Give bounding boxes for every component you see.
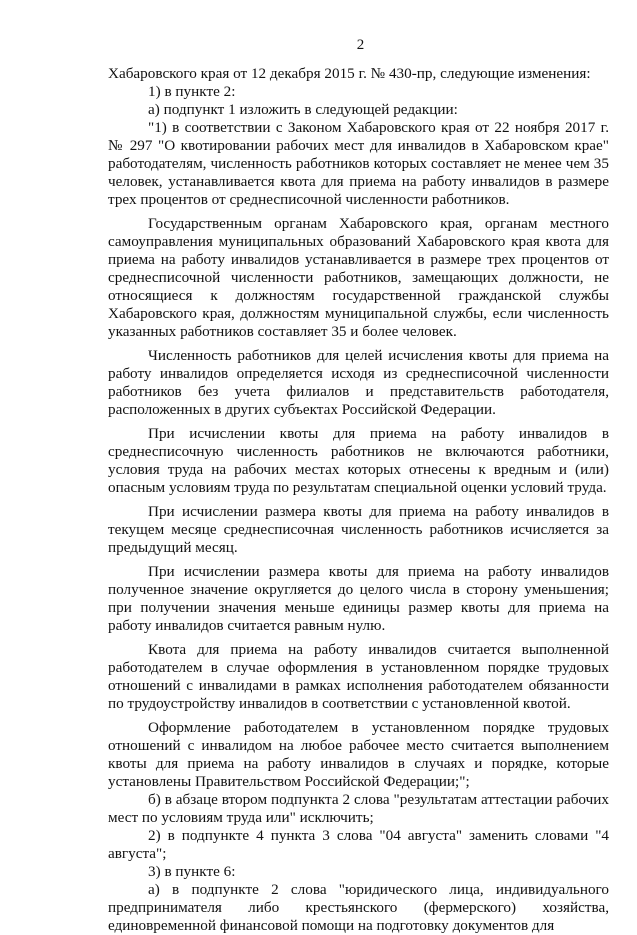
- paragraph-quota-law: "1) в соответствии с Законом Хабаровского края от 22 ноября 2017 г. № 297 "О квотировании рабочих мест для инвалидов в Хабаровском крае" работодателям, численность работников которых составляет не менее чем 35 человек, устанавливается квота для приема на работу инвалидов в размере трех процентов от среднесписочной численности работников.: [108, 119, 609, 208]
- paragraph-current-month: При исчислении размера квоты для приема на работу инвалидов в текущем месяце среднесписочная численность работников исчисляется за предыдущий месяц.: [108, 503, 609, 556]
- paragraph-item-2: 2) в подпункте 4 пункта 3 слова "04 августа" заменить словами "4 августа";: [108, 827, 609, 862]
- page-number: 2: [356, 37, 365, 53]
- paragraph-quota-fulfilled: Квота для приема на работу инвалидов считается выполненной работодателем в случае оформления в установленном порядке трудовых отношений с инвалидами в рамках исполнения работодателем обязанности по трудоустройству инвалидов в соответствии с установленной квотой.: [108, 641, 609, 712]
- paragraph-item-1: 1) в пункте 2:: [148, 83, 236, 100]
- paragraph-state-bodies: Государственным органам Хабаровского края, органам местного самоуправления муниципальных образований Хабаровского края квота для приема на работу инвалидов устанавливается в размере трех процентов от среднесписочной численности работников, замещающих должности, не относящиеся к должностям государственной гражданской службы Хабаровского края, должностям муниципальной службы, если численность указанных работников составляет 35 и более человек.: [108, 215, 609, 340]
- paragraph-employment-registration: Оформление работодателем в установленном порядке трудовых отношений с инвалидом на любое рабочее место считается выполнением квоты для приема на работу инвалидов в случаях и порядке, которые установлены Правительством Российской Федерации;";: [108, 719, 609, 790]
- paragraph-rounding: При исчислении размера квоты для приема на работу инвалидов полученное значение округляется до целого числа в сторону уменьшения; при получении значения меньше единицы размер квоты для приема на работу инвалидов считается равным нулю.: [108, 563, 609, 634]
- paragraph-subitem-b: б) в абзаце втором подпункта 2 слова "результатам аттестации рабочих мест по условиям труда или" исключить;: [108, 791, 609, 826]
- paragraph-item-3: 3) в пункте 6:: [148, 863, 236, 880]
- paragraph-exclusions: При исчислении квоты для приема на работу инвалидов в среднесписочную численность работников не включаются работники, условия труда на рабочих местах которых отнесены к вредным и (или) опасным условиям труда по результатам специальной оценки условий труда.: [108, 425, 609, 496]
- paragraph-item-3-a: а) в подпункте 2 слова "юридического лица, индивидуального предпринимателя либо крестьянского (фермерского) хозяйства, единовременной финансовой помощи на подготовку документов для: [108, 881, 609, 934]
- paragraph-intro: Хабаровского края от 12 декабря 2015 г. № 430-пр, следующие изменения:: [108, 65, 591, 82]
- paragraph-subitem-a: а) подпункт 1 изложить в следующей редакции:: [148, 101, 458, 118]
- paragraph-headcount: Численность работников для целей исчисления квоты для приема на работу инвалидов определяется исходя из среднесписочной численности работников без учета филиалов и представительств работодателя, расположенных в других субъектах Российской Федерации.: [108, 347, 609, 418]
